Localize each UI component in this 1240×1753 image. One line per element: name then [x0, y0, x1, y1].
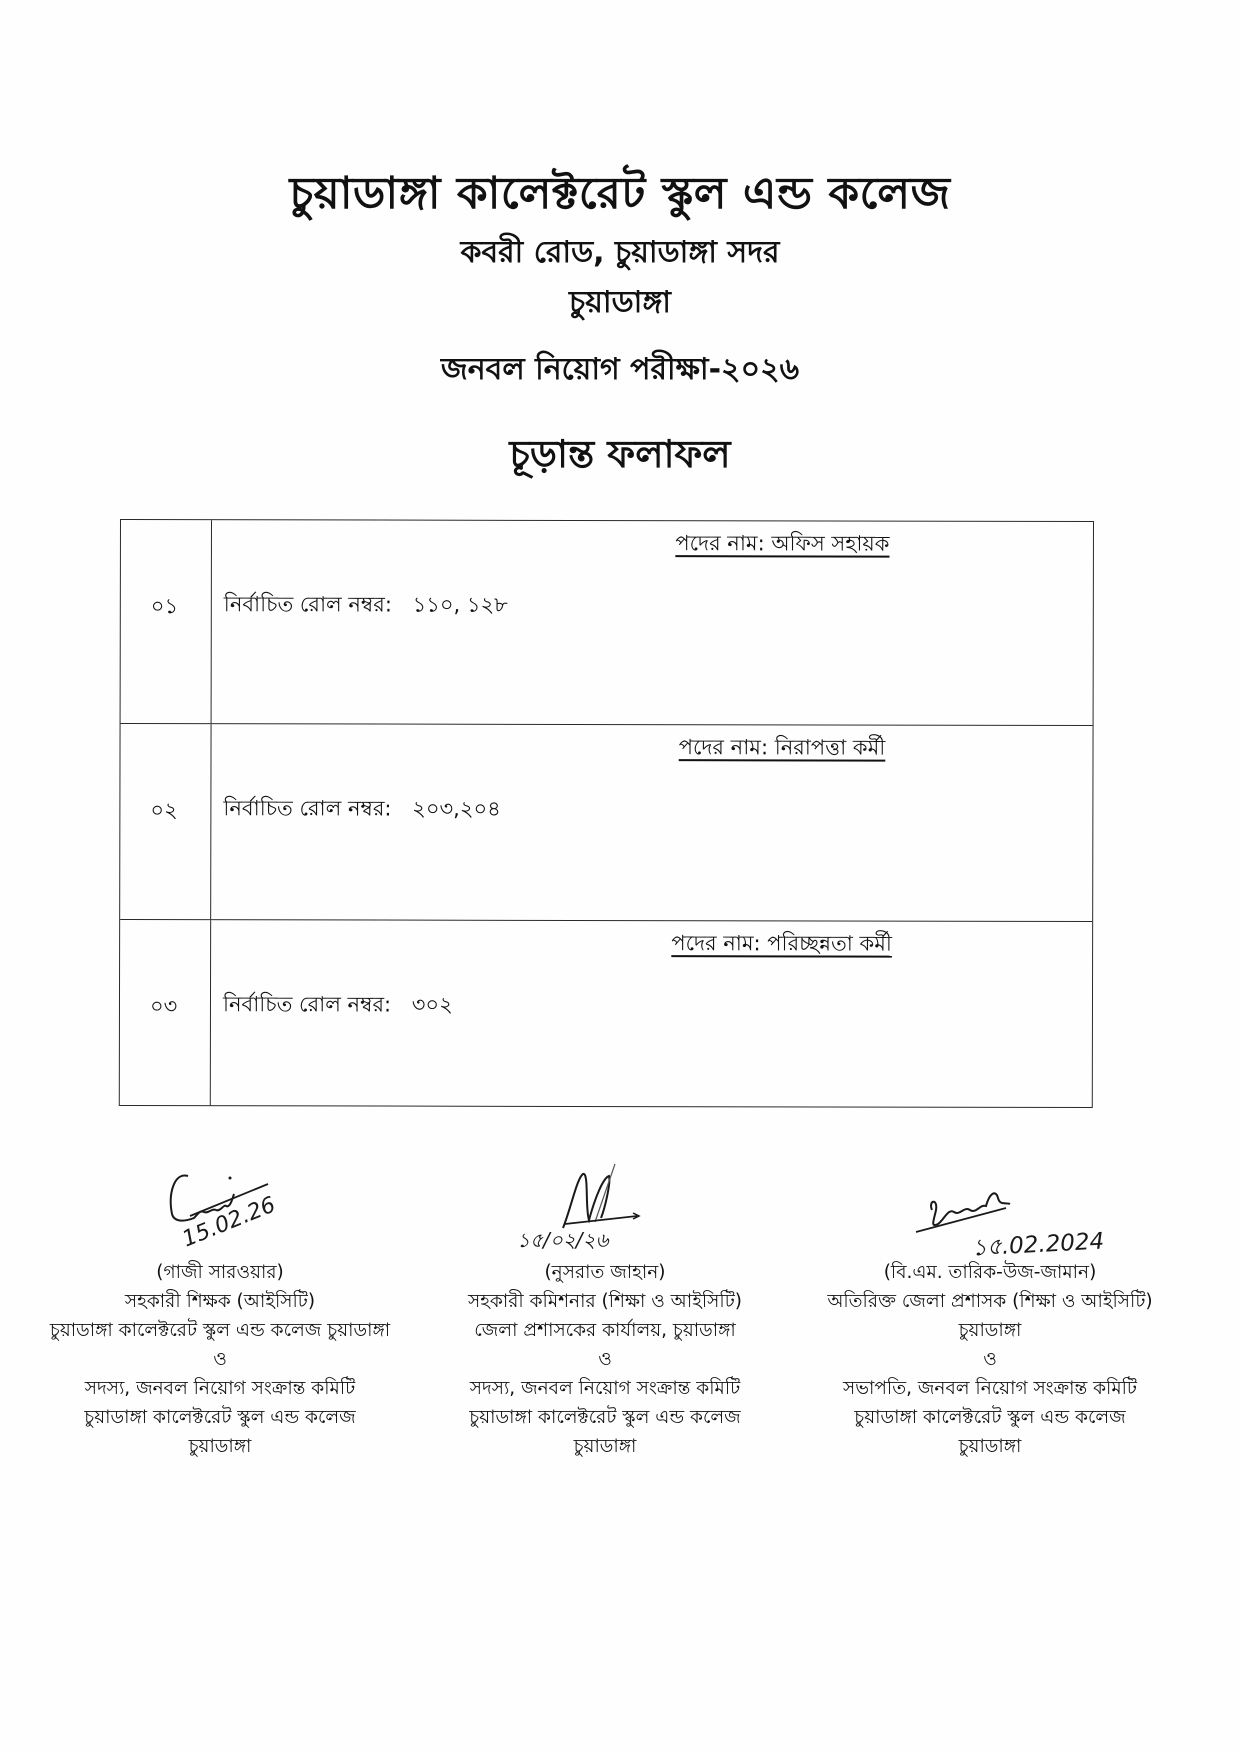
result-title: চূড়ান্ত ফলাফল [509, 432, 731, 476]
signature-area [790, 1140, 1190, 1262]
signature-area [405, 1140, 805, 1258]
post-title-text: পদের নাম: নিরাপত্তা কর্মী [678, 735, 886, 760]
signature-area [20, 1140, 420, 1258]
signatory-committee-role: সদস্য, জনবল নিয়োগ সংক্রান্ত কমিটি [84, 1378, 356, 1399]
signatory-name: (নুসরাত জাহান) [544, 1262, 666, 1283]
roll-line [223, 792, 500, 828]
signatory-designation: সহকারী শিক্ষক (আইসিটি) [124, 1291, 316, 1312]
signatory-city: চুয়াডাঙ্গা [573, 1436, 637, 1457]
signatory-committee-role: সভাপতি, জনবল নিয়োগ সংক্রান্ত কমিটি [843, 1378, 1137, 1399]
signatory-name: (গাজী সারওয়ার) [156, 1262, 284, 1283]
signature-block [405, 1140, 805, 1461]
serial-cell [121, 520, 212, 723]
serial-number: ০১ [150, 594, 179, 619]
post-title-text: পদের নাম: অফিস সহায়ক [675, 531, 890, 556]
serial-cell [120, 920, 211, 1105]
serial-number: ০৩ [149, 994, 178, 1019]
signatory-office: চুয়াডাঙ্গা [958, 1320, 1022, 1341]
post-title [212, 526, 1093, 563]
roll-numbers: ৩০২ [411, 992, 453, 1017]
roll-line [223, 988, 453, 1023]
table-row [121, 520, 1093, 725]
signatory-committee-role: সদস্য, জনবল নিয়োগ সংক্রান্ত কমিটি [469, 1378, 741, 1399]
exam-title: জনবল নিয়োগ পরীক্ষা-২০২৬ [440, 352, 800, 387]
roll-numbers: ১১০, ১২৮ [412, 592, 508, 617]
signatory-conjunction: ও [598, 1349, 612, 1370]
results-table [119, 519, 1094, 1108]
handwritten-date: 15.02.26 [178, 1192, 280, 1253]
school-name: চুয়াডাঙ্গা কালেক্টরেট স্কুল এন্ড কলেজ [289, 168, 951, 219]
school-city: চুয়াডাঙ্গা [569, 285, 671, 320]
signatory-designation: অতিরিক্ত জেলা প্রশাসক (শিক্ষা ও আইসিটি) [827, 1291, 1153, 1312]
signatory-conjunction: ও [213, 1349, 227, 1370]
signature-block [790, 1140, 1190, 1461]
handwritten-date: ১৫/০২/২৬ [517, 1228, 609, 1252]
handwritten-date: ১৫.02.2024 [971, 1228, 1105, 1262]
post-title [211, 730, 1092, 767]
signatory-city: চুয়াডাঙ্গা [958, 1436, 1022, 1457]
post-title [211, 926, 1092, 963]
post-title-text: পদের নাম: পরিচ্ছন্নতা কর্মী [671, 931, 892, 956]
roll-label: নির্বাচিত রোল নম্বর: [223, 592, 392, 617]
table-row [120, 919, 1092, 1107]
signature-block [20, 1140, 420, 1461]
signatory-conjunction: ও [983, 1349, 997, 1370]
signatory-name: (বি.এম. তারিক-উজ-জামান) [883, 1262, 1097, 1283]
roll-numbers: ২০৩,২০৪ [412, 796, 501, 821]
school-address: কবরী রোড, চুয়াডাঙ্গা সদর [460, 235, 780, 270]
signatory-committee-org: চুয়াডাঙ্গা কালেক্টরেট স্কুল এন্ড কলেজ [854, 1407, 1126, 1428]
serial-number: ০২ [150, 798, 178, 823]
roll-line [224, 588, 508, 624]
roll-label: নির্বাচিত রোল নম্বর: [223, 796, 392, 821]
signatory-committee-org: চুয়াডাঙ্গা কালেক্টরেট স্কুল এন্ড কলেজ [84, 1407, 356, 1428]
signatory-office: চুয়াডাঙ্গা কালেক্টরেট স্কুল এন্ড কলেজ চুয়াডাঙ্গা [49, 1320, 391, 1341]
signatory-designation: সহকারী কমিশনার (শিক্ষা ও আইসিটি) [467, 1291, 742, 1312]
signatory-city: চুয়াডাঙ্গা [188, 1436, 252, 1457]
table-row [120, 723, 1092, 921]
roll-label: নির্বাচিত রোল নম্বর: [222, 992, 392, 1017]
signatory-office: জেলা প্রশাসকের কার্যালয়, চুয়াডাঙ্গা [474, 1320, 736, 1341]
signatory-committee-org: চুয়াডাঙ্গা কালেক্টরেট স্কুল এন্ড কলেজ [469, 1407, 741, 1428]
serial-cell [120, 724, 211, 919]
